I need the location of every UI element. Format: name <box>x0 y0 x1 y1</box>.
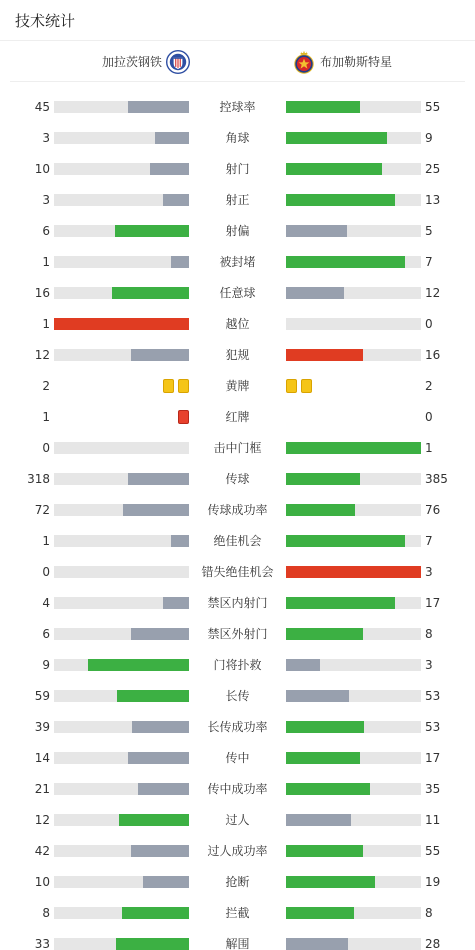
home-value: 3 <box>42 193 50 207</box>
away-bar-fill <box>286 690 349 702</box>
home-bar-fill <box>155 132 189 144</box>
home-bar-fill <box>115 225 189 237</box>
home-bar-track <box>54 101 189 113</box>
stat-label: 过人 <box>225 813 250 827</box>
away-value: 7 <box>425 534 433 548</box>
teams-header <box>10 41 465 82</box>
away-bar-fill <box>286 101 360 113</box>
stat-label: 错失绝佳机会 <box>201 565 274 579</box>
away-bar-fill <box>286 783 370 795</box>
away-value: 2 <box>425 379 433 393</box>
stat-row <box>0 438 475 458</box>
home-bar-track <box>54 907 189 919</box>
home-team-name: 加拉茨钢铁 <box>101 55 162 69</box>
stat-label: 长传成功率 <box>207 720 268 734</box>
away-bar-track <box>286 845 421 857</box>
home-value: 39 <box>34 720 50 734</box>
away-bar-track <box>286 287 421 299</box>
away-bar-track <box>286 721 421 733</box>
stat-row <box>0 190 475 210</box>
away-bar-track <box>286 566 421 578</box>
away-team-name: 布加勒斯特星 <box>320 55 393 69</box>
home-value: 1 <box>42 410 50 424</box>
home-bar-fill <box>131 349 189 361</box>
home-yellow-card-icon <box>163 379 174 393</box>
away-bar-fill <box>286 349 363 361</box>
home-bar-track <box>54 349 189 361</box>
away-value: 17 <box>425 596 441 610</box>
away-value: 3 <box>425 565 433 579</box>
away-bar-track <box>286 938 421 950</box>
stats-list <box>0 82 475 950</box>
home-bar-track <box>54 256 189 268</box>
away-bar-fill <box>286 256 405 268</box>
home-bar-track <box>54 225 189 237</box>
away-team-star-crest-icon <box>292 50 316 74</box>
away-value: 19 <box>425 875 441 889</box>
away-value: 9 <box>425 131 433 145</box>
stat-row <box>0 128 475 148</box>
stat-row <box>0 624 475 644</box>
home-bar-track <box>54 721 189 733</box>
stat-label: 传球成功率 <box>207 503 268 517</box>
away-bar-fill <box>286 876 375 888</box>
home-bar-fill <box>112 287 189 299</box>
away-bar-fill <box>286 442 421 454</box>
home-bar-fill <box>150 163 189 175</box>
away-bar-fill <box>286 597 395 609</box>
home-value: 14 <box>34 751 50 765</box>
home-bar-track <box>54 504 189 516</box>
home-bar-fill <box>116 938 189 950</box>
home-bar-fill <box>117 690 189 702</box>
home-value: 6 <box>42 224 50 238</box>
stat-row <box>0 376 475 396</box>
away-value: 11 <box>425 813 441 827</box>
away-value: 8 <box>425 627 433 641</box>
stat-row <box>0 221 475 241</box>
away-value: 25 <box>425 162 441 176</box>
home-bar-fill <box>123 504 189 516</box>
away-bar-track <box>286 504 421 516</box>
away-value: 5 <box>425 224 433 238</box>
stat-label: 控球率 <box>219 100 256 114</box>
home-value: 1 <box>42 255 50 269</box>
stat-row <box>0 810 475 830</box>
home-bar-fill <box>128 473 189 485</box>
away-bar-fill <box>286 504 355 516</box>
home-bar-fill <box>119 814 189 826</box>
home-value: 6 <box>42 627 50 641</box>
home-bar-track <box>54 318 189 330</box>
away-bar-track <box>286 194 421 206</box>
home-value: 72 <box>34 503 50 517</box>
stat-row <box>0 934 475 950</box>
home-value: 2 <box>42 379 50 393</box>
away-value: 76 <box>425 503 441 517</box>
away-value: 0 <box>425 410 433 424</box>
away-value: 55 <box>425 100 441 114</box>
stat-label: 传中 <box>225 751 250 765</box>
away-bar-fill <box>286 907 354 919</box>
home-value: 16 <box>34 286 50 300</box>
home-bar-fill <box>128 101 189 113</box>
away-yellow-card-icon <box>301 379 312 393</box>
home-value: 12 <box>34 348 50 362</box>
home-value: 33 <box>34 937 50 950</box>
stat-row <box>0 872 475 892</box>
stat-label: 传中成功率 <box>207 782 268 796</box>
home-value: 59 <box>34 689 50 703</box>
home-bar-track <box>54 783 189 795</box>
home-bar-track <box>54 163 189 175</box>
home-bar-fill <box>122 907 190 919</box>
away-value: 16 <box>425 348 441 362</box>
stat-label: 禁区内射门 <box>207 596 268 610</box>
stat-label: 被封堵 <box>219 255 256 269</box>
stat-label: 越位 <box>225 317 250 331</box>
home-team-crest-icon <box>166 50 190 74</box>
home-value: 12 <box>34 813 50 827</box>
stat-row <box>0 252 475 272</box>
away-value: 17 <box>425 751 441 765</box>
stat-row <box>0 841 475 861</box>
away-bar-fill <box>286 845 363 857</box>
home-bar-fill <box>143 876 189 888</box>
away-value: 55 <box>425 844 441 858</box>
home-bar-track <box>54 659 189 671</box>
home-yellow-card-icon <box>178 379 189 393</box>
home-bar-track <box>54 597 189 609</box>
away-value: 7 <box>425 255 433 269</box>
away-bar-fill <box>286 225 347 237</box>
away-value: 35 <box>425 782 441 796</box>
away-bar-fill <box>286 752 360 764</box>
stat-label: 抢断 <box>225 875 250 889</box>
home-value: 318 <box>27 472 50 486</box>
stat-row <box>0 345 475 365</box>
away-bar-fill <box>286 628 363 640</box>
stat-label: 射偏 <box>225 224 250 238</box>
away-bar-track <box>286 442 421 454</box>
home-value: 10 <box>34 162 50 176</box>
home-value: 0 <box>42 565 50 579</box>
stat-label: 红牌 <box>225 410 250 424</box>
stat-row <box>0 283 475 303</box>
stat-row <box>0 655 475 675</box>
home-value: 45 <box>34 100 50 114</box>
away-bar-fill <box>286 287 344 299</box>
home-bar-fill <box>131 628 189 640</box>
home-value: 9 <box>42 658 50 672</box>
home-value: 0 <box>42 441 50 455</box>
home-value: 3 <box>42 131 50 145</box>
home-bar-track <box>54 535 189 547</box>
away-bar-fill <box>286 194 395 206</box>
stat-row <box>0 717 475 737</box>
away-value: 8 <box>425 906 433 920</box>
stat-label: 角球 <box>225 131 250 145</box>
stat-row <box>0 903 475 923</box>
away-bar-fill <box>286 938 348 950</box>
stat-label: 过人成功率 <box>207 844 268 858</box>
away-yellow-card-icon <box>286 379 297 393</box>
away-bar-fill <box>286 473 360 485</box>
home-bar-fill <box>88 659 189 671</box>
stat-row <box>0 686 475 706</box>
stat-label: 射正 <box>225 193 250 207</box>
away-team[interactable] <box>292 41 392 82</box>
home-bar-fill <box>132 721 189 733</box>
stat-label: 犯规 <box>225 348 250 362</box>
home-bar-track <box>54 287 189 299</box>
away-value: 28 <box>425 937 441 950</box>
home-value: 1 <box>42 534 50 548</box>
away-bar-track <box>286 814 421 826</box>
away-bar-track <box>286 473 421 485</box>
away-value: 0 <box>425 317 433 331</box>
home-value: 1 <box>42 317 50 331</box>
away-bar-track <box>286 225 421 237</box>
away-bar-fill <box>286 163 382 175</box>
away-bar-track <box>286 349 421 361</box>
away-bar-fill <box>286 535 405 547</box>
away-bar-track <box>286 628 421 640</box>
stat-label: 拦截 <box>225 906 250 920</box>
stat-row <box>0 97 475 117</box>
home-bar-track <box>54 566 189 578</box>
away-bar-track <box>286 318 421 330</box>
home-bar-fill <box>54 318 189 330</box>
home-bar-track <box>54 876 189 888</box>
away-value: 13 <box>425 193 441 207</box>
away-bar-fill <box>286 132 387 144</box>
home-bar-track <box>54 845 189 857</box>
away-bar-fill <box>286 721 364 733</box>
stat-row <box>0 779 475 799</box>
away-bar-fill <box>286 659 320 671</box>
away-bar-track <box>286 597 421 609</box>
home-bar-track <box>54 442 189 454</box>
home-bar-fill <box>163 597 189 609</box>
away-bar-track <box>286 256 421 268</box>
stat-row <box>0 159 475 179</box>
stat-label: 传球 <box>225 472 250 486</box>
home-bar-track <box>54 752 189 764</box>
away-bar-track <box>286 690 421 702</box>
stat-label: 禁区外射门 <box>207 627 268 641</box>
stat-label: 任意球 <box>219 286 256 300</box>
stat-row <box>0 562 475 582</box>
stat-row <box>0 748 475 768</box>
home-bar-fill <box>138 783 189 795</box>
home-value: 42 <box>34 844 50 858</box>
home-bar-track <box>54 194 189 206</box>
home-bar-fill <box>171 535 189 547</box>
away-bar-track <box>286 876 421 888</box>
away-value: 53 <box>425 720 441 734</box>
stat-label: 击中门框 <box>213 441 262 455</box>
away-bar-track <box>286 163 421 175</box>
stat-label: 射门 <box>225 162 250 176</box>
home-value: 4 <box>42 596 50 610</box>
stat-label: 黄牌 <box>225 379 250 393</box>
away-bar-track <box>286 132 421 144</box>
home-value: 10 <box>34 875 50 889</box>
home-bar-fill <box>163 194 189 206</box>
away-value: 3 <box>425 658 433 672</box>
stat-label: 解围 <box>225 937 250 950</box>
stat-row <box>0 593 475 613</box>
home-bar-track <box>54 938 189 950</box>
home-bar-track <box>54 814 189 826</box>
away-value: 1 <box>425 441 433 455</box>
home-value: 8 <box>42 906 50 920</box>
stat-row <box>0 500 475 520</box>
stat-row <box>0 314 475 334</box>
home-bar-track <box>54 132 189 144</box>
home-bar-track <box>54 628 189 640</box>
away-value: 53 <box>425 689 441 703</box>
stat-label: 门将扑救 <box>213 658 262 672</box>
stat-row <box>0 531 475 551</box>
stat-label: 绝佳机会 <box>213 534 262 548</box>
home-bar-track <box>54 690 189 702</box>
home-team[interactable] <box>102 41 190 82</box>
page-title: 技术统计 <box>15 11 76 30</box>
away-bar-track <box>286 907 421 919</box>
away-bar-track <box>286 783 421 795</box>
away-value: 12 <box>425 286 441 300</box>
away-bar-track <box>286 535 421 547</box>
away-value: 385 <box>425 472 448 486</box>
section-header <box>0 0 475 41</box>
home-bar-fill <box>171 256 189 268</box>
home-value: 21 <box>34 782 50 796</box>
home-bar-fill <box>128 752 189 764</box>
home-bar-fill <box>131 845 189 857</box>
away-bar-track <box>286 101 421 113</box>
home-red-card-icon <box>178 410 189 424</box>
away-bar-track <box>286 659 421 671</box>
away-bar-track <box>286 752 421 764</box>
stat-row <box>0 469 475 489</box>
away-bar-fill <box>286 566 421 578</box>
stat-label: 长传 <box>225 689 250 703</box>
away-bar-fill <box>286 814 351 826</box>
stat-row <box>0 407 475 427</box>
home-bar-track <box>54 473 189 485</box>
